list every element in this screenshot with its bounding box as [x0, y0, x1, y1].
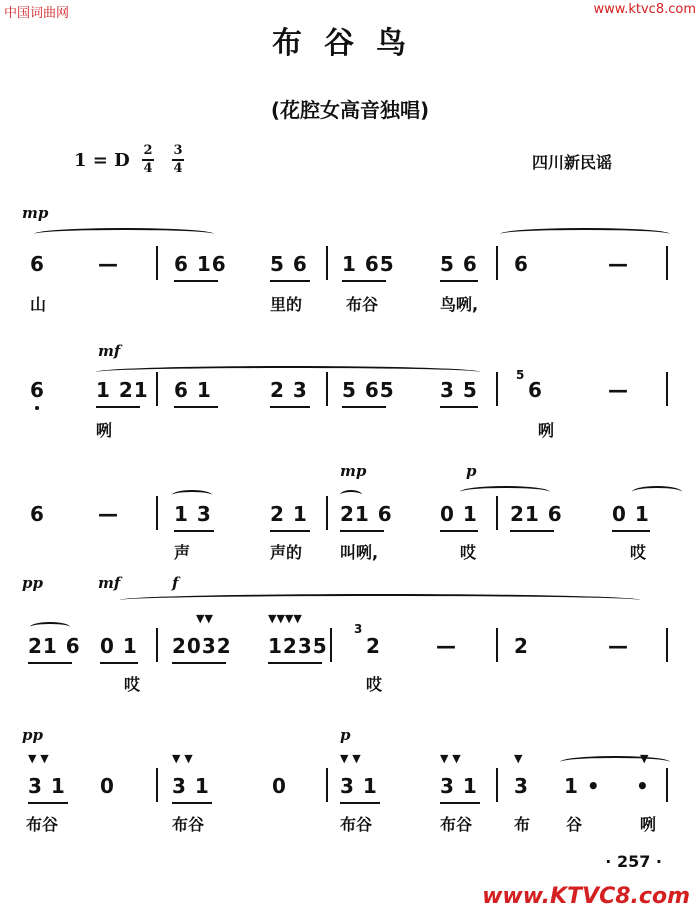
key-signature: 1 = D [74, 150, 130, 171]
underline [172, 662, 226, 664]
watermark-right: www.ktvc8.com [593, 2, 696, 17]
note: 3 1 [172, 774, 210, 798]
accent-mark: ▼ ▼ [28, 752, 49, 765]
note: 0 1 [100, 634, 138, 658]
underline [440, 406, 478, 408]
dynamic-mark: f [172, 574, 179, 592]
watermark-bottom: www.KTVC8.com [482, 884, 690, 909]
dynamic-mark: p [340, 726, 351, 744]
bar-line [496, 496, 498, 530]
lyric: 谷 [566, 815, 583, 834]
underline [270, 406, 310, 408]
lyric: 叫咧, [340, 543, 379, 562]
time-signature-2: 3 4 [173, 143, 183, 176]
accent-mark: ▼ ▼ [340, 752, 361, 765]
note: 21 6 [510, 502, 563, 526]
bar-line [156, 628, 158, 662]
lyric: 布谷 [172, 815, 205, 834]
lyric: 里的 [270, 295, 303, 314]
lyric: 山 [30, 295, 47, 314]
note: 6 [30, 378, 45, 402]
note-dash: — [608, 252, 629, 276]
note: 6 [514, 252, 529, 276]
underline [440, 280, 478, 282]
note: 5 65 [342, 378, 395, 402]
bar-line [156, 246, 158, 280]
lyric: 布谷 [346, 295, 379, 314]
note: 6 [30, 252, 45, 276]
note: 0 1 [440, 502, 478, 526]
accent-mark: ▼▼ [196, 612, 213, 625]
time-signature-1: 2 4 [143, 143, 153, 176]
note-dash: — [98, 502, 119, 526]
underline [612, 530, 650, 532]
song-origin: 四川新民谣 [532, 153, 613, 172]
bar-line [326, 496, 328, 530]
note: 3 1 [440, 774, 478, 798]
underline [270, 530, 310, 532]
underline [340, 530, 384, 532]
bar-line [496, 246, 498, 280]
note: 3 5 [440, 378, 478, 402]
bar-line [330, 628, 332, 662]
underline [340, 802, 380, 804]
underline [174, 530, 214, 532]
note: 3 1 [340, 774, 378, 798]
lyric: 哎 [124, 675, 141, 694]
dynamic-mark: p [466, 462, 477, 480]
note: 1 3 [174, 502, 212, 526]
note: 1 65 [342, 252, 395, 276]
note: 21 6 [340, 502, 393, 526]
note: 2 3 [270, 378, 308, 402]
underline [172, 802, 212, 804]
lyric: 哎 [630, 543, 647, 562]
lyric: 声 [174, 543, 191, 562]
page-number: · 257 · [605, 852, 662, 871]
grace-note: 5 [516, 368, 525, 382]
note: 1235 [268, 634, 328, 658]
note-rest: 0 [100, 774, 115, 798]
note: 6 16 [174, 252, 227, 276]
bar-line [666, 628, 668, 662]
lyric: 哎 [460, 543, 477, 562]
note: 2032 [172, 634, 232, 658]
underline [440, 530, 478, 532]
underline [342, 406, 386, 408]
note: • [636, 774, 650, 798]
watermark-left: 中国词曲网 [4, 6, 70, 21]
lyric: 哎 [366, 675, 383, 694]
dynamic-mark: mp [22, 204, 49, 222]
dynamic-mark: mf [98, 574, 121, 592]
lyric: 布谷 [340, 815, 373, 834]
bar-line [666, 246, 668, 280]
note-slur [632, 486, 682, 498]
note: 1 21 [96, 378, 149, 402]
bar-line [156, 768, 158, 802]
note: 3 [514, 774, 529, 798]
note: 6 [528, 378, 543, 402]
note: 1 • [564, 774, 601, 798]
underline [100, 662, 138, 664]
underline [96, 406, 140, 408]
note: 5 6 [440, 252, 478, 276]
accent-mark: ▼ [514, 752, 523, 765]
note: 0 1 [612, 502, 650, 526]
phrase-slur [120, 594, 640, 606]
note-slur [340, 490, 362, 500]
phrase-slur [560, 756, 670, 768]
lyric: 布谷 [440, 815, 473, 834]
note: 2 [366, 634, 381, 658]
bar-line [666, 768, 668, 802]
note: 21 6 [28, 634, 81, 658]
underline [28, 662, 72, 664]
note-rest: 0 [272, 774, 287, 798]
phrase-slur [500, 228, 670, 240]
underline [270, 280, 310, 282]
underline [268, 662, 322, 664]
underline [510, 530, 554, 532]
accent-mark: ▼ ▼ [172, 752, 193, 765]
lyric: 声的 [270, 543, 303, 562]
note-slur [460, 486, 550, 498]
lyric: 咧 [96, 421, 113, 440]
underline [342, 280, 386, 282]
bar-line [326, 768, 328, 802]
note-slur [30, 622, 70, 632]
bar-line [666, 372, 668, 406]
note: 3 1 [28, 774, 66, 798]
accent-mark: ▼▼▼▼ [268, 612, 302, 625]
note: 6 1 [174, 378, 212, 402]
underline [28, 802, 68, 804]
note-dash: — [608, 378, 629, 402]
note: 6 [30, 502, 45, 526]
underline [440, 802, 480, 804]
note-dash: — [436, 634, 457, 658]
dynamic-mark: pp [22, 726, 43, 744]
bar-line [496, 768, 498, 802]
song-title: 布谷鸟 [272, 26, 428, 61]
lyric: 咧 [640, 815, 657, 834]
note-slur [172, 490, 212, 500]
dynamic-mark: mp [340, 462, 367, 480]
grace-note: 3 [354, 622, 363, 636]
bar-line [156, 372, 158, 406]
low-octave-dot [35, 406, 39, 410]
lyric: 布 [514, 815, 531, 834]
bar-line [496, 372, 498, 406]
accent-mark: ▼ [640, 752, 649, 765]
song-subtitle: (花腔女高音独唱) [270, 98, 430, 122]
note-dash: — [98, 252, 119, 276]
dynamic-mark: pp [22, 574, 43, 592]
note: 5 6 [270, 252, 308, 276]
note: 2 1 [270, 502, 308, 526]
bar-line [326, 372, 328, 406]
bar-line [496, 628, 498, 662]
note: 2 [514, 634, 529, 658]
lyric: 布谷 [26, 815, 59, 834]
bar-line [326, 246, 328, 280]
lyric: 咧 [538, 421, 555, 440]
lyric: 鸟咧, [440, 295, 479, 314]
note-dash: — [608, 634, 629, 658]
underline [174, 280, 218, 282]
phrase-slur [96, 366, 480, 378]
phrase-slur [34, 228, 214, 240]
accent-mark: ▼ ▼ [440, 752, 461, 765]
underline [174, 406, 218, 408]
dynamic-mark: mf [98, 342, 121, 360]
bar-line [156, 496, 158, 530]
